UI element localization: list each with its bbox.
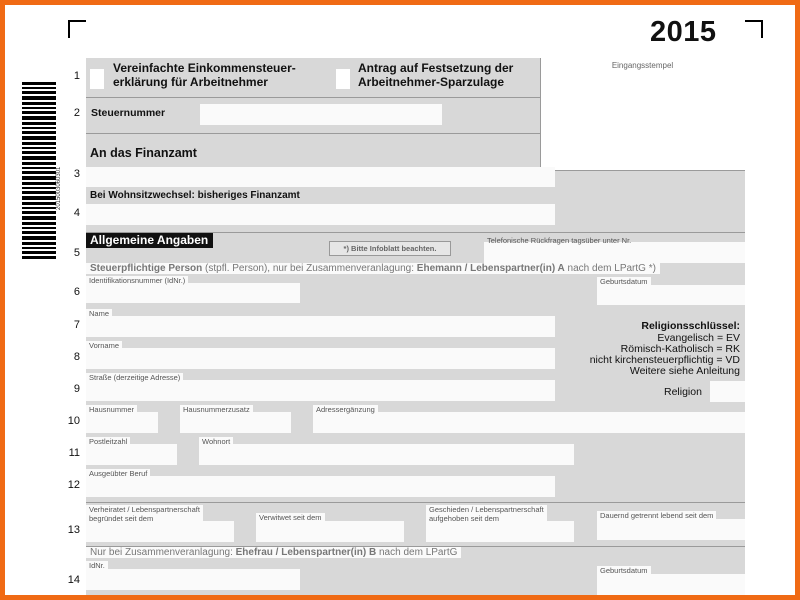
row-number: 8 <box>73 351 80 363</box>
religion-key-rk: Römisch-Katholisch = RK <box>620 343 740 355</box>
name-label: Name <box>86 309 112 318</box>
getrennt-seit-input[interactable] <box>597 519 745 540</box>
option-vereinfachte-label: Vereinfachte Einkommensteuer- erklärung für Arbeitnehmer <box>113 61 296 89</box>
row-number: 4 <box>73 207 80 219</box>
row-number: 7 <box>73 319 80 331</box>
row-number: 10 <box>67 415 80 427</box>
steuernummer-input[interactable] <box>200 104 442 125</box>
name-input[interactable] <box>86 316 555 337</box>
strasse-label: Straße (derzeitige Adresse) <box>86 373 183 382</box>
person-a-title: Steuerpflichtige Person (stpfl. Person), nur bei Zusammenveranlagung: Ehemann / Lebenspartner(in) A nach dem LPartG *) <box>86 263 660 274</box>
option-sparzulage-label: Antrag auf Festsetzung der Arbeitnehmer-Sparzulage <box>358 61 514 89</box>
wohnort-input[interactable] <box>199 444 574 465</box>
stamp-box <box>540 58 745 170</box>
corner-mark-top-left <box>68 20 86 38</box>
option-sparzulage-checkbox[interactable] <box>336 69 350 89</box>
verheiratet-seit-input[interactable] <box>86 521 234 542</box>
getrennt-label: Dauernd getrennt lebend seit dem <box>597 511 716 520</box>
vorname-input[interactable] <box>86 348 555 369</box>
stamp-label: Eingangsstempel <box>611 61 674 70</box>
religion-label: Religion <box>664 386 702 398</box>
hausnummer-label: Hausnummer <box>86 405 137 414</box>
person-b-idnr-label: IdNr. <box>86 561 108 570</box>
row-number: 9 <box>73 383 80 395</box>
idnr-label: Identifikationsnummer (IdNr.) <box>86 276 188 285</box>
section-title-allgemeine-angaben: Allgemeine Angaben <box>86 233 213 248</box>
verwitwet-label: Verwitwet seit dem <box>256 513 325 522</box>
person-b-geburtsdatum-label: Geburtsdatum <box>597 566 651 575</box>
row-number: 5 <box>73 247 80 259</box>
barcode <box>22 82 56 280</box>
religion-key-vd: nicht kirchensteuerpflichtig = VD <box>589 354 740 366</box>
idnr-input[interactable] <box>86 283 300 303</box>
wohnort-label: Wohnort <box>199 437 233 446</box>
religion-input[interactable] <box>710 381 745 402</box>
barcode-number: 2015003060301 <box>56 166 62 210</box>
finanzamt-input-area[interactable] <box>86 167 555 187</box>
religion-key-title: Religionsschlüssel: <box>641 320 740 332</box>
corner-mark-top-right <box>745 20 763 38</box>
postleitzahl-input[interactable] <box>86 444 177 465</box>
verwitwet-seit-input[interactable] <box>256 521 404 542</box>
bisheriges-finanzamt-input[interactable] <box>86 204 555 225</box>
hausnummer-input[interactable] <box>86 412 158 433</box>
telefon-input[interactable] <box>484 242 745 263</box>
hausnummerzusatz-label: Hausnummerzusatz <box>180 405 253 414</box>
postleitzahl-label: Postleitzahl <box>86 437 130 446</box>
geschieden-label: Geschieden / Lebenspartnerschaft aufgehoben seit dem <box>426 505 547 523</box>
row-number: 12 <box>67 479 80 491</box>
religion-key-ev: Evangelisch = EV <box>657 332 740 344</box>
religion-key-more: Weitere siehe Anleitung <box>629 365 740 377</box>
hausnummerzusatz-input[interactable] <box>180 412 291 433</box>
geschieden-seit-input[interactable] <box>426 521 574 542</box>
person-b-geburtsdatum-input[interactable] <box>597 574 745 595</box>
strasse-input[interactable] <box>86 380 555 401</box>
row-number: 14 <box>67 574 80 586</box>
adressergaenzung-label: Adressergänzung <box>313 405 378 414</box>
row-number: 6 <box>73 286 80 298</box>
infoblatt-note: *) Bitte Infoblatt beachten. <box>329 241 451 256</box>
geburtsdatum-input[interactable] <box>597 285 745 305</box>
vorname-label: Vorname <box>86 341 122 350</box>
verheiratet-label: Verheiratet / Lebenspartnerschaft begründet seit dem <box>86 505 203 523</box>
row-number: 11 <box>68 447 80 459</box>
geburtsdatum-label: Geburtsdatum <box>597 277 651 286</box>
adressergaenzung-input[interactable] <box>313 412 745 433</box>
row-number: 1 <box>73 70 80 82</box>
telefon-label: Telefonische Rückfragen tagsüber unter Nr. <box>487 236 632 245</box>
option-vereinfachte-checkbox[interactable] <box>90 69 104 89</box>
wohnsitz-label: Bei Wohnsitzwechsel: bisheriges Finanzamt <box>90 190 300 201</box>
person-b-title: Nur bei Zusammenveranlagung: Ehefrau / Lebenspartner(in) B nach dem LPartG <box>86 547 461 558</box>
steuernummer-label: Steuernummer <box>91 107 166 119</box>
finanzamt-label: An das Finanzamt <box>90 146 197 160</box>
row-number: 13 <box>67 524 80 536</box>
row-number: 2 <box>73 107 80 119</box>
beruf-input[interactable] <box>86 476 555 497</box>
beruf-label: Ausgeübter Beruf <box>86 469 150 478</box>
form-year: 2015 <box>650 16 717 48</box>
person-b-idnr-input[interactable] <box>86 569 300 590</box>
row-number: 3 <box>73 168 80 180</box>
